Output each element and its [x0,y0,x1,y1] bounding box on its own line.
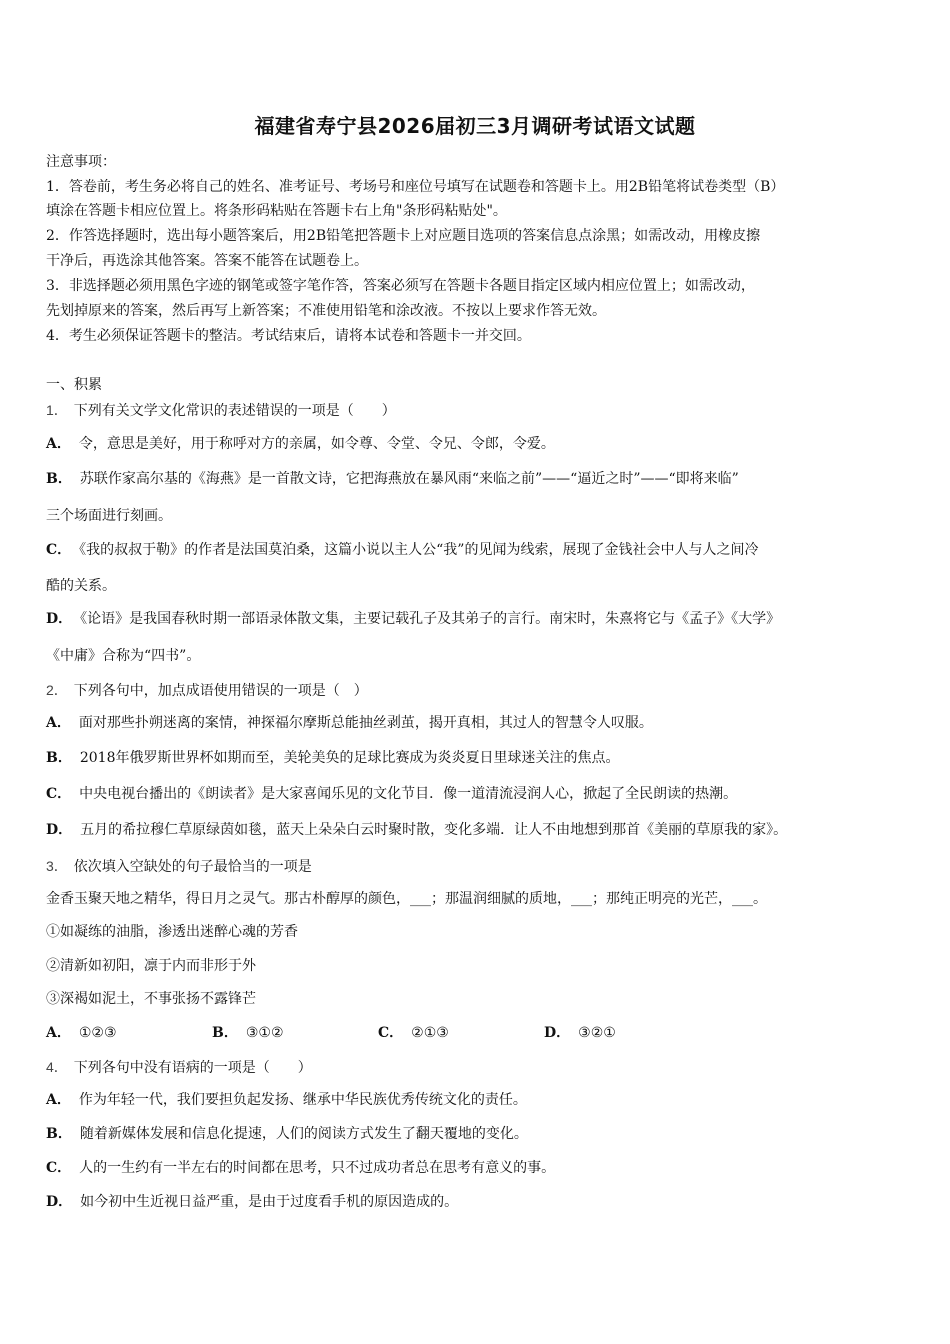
q1-option-c: C． 《我的叔叔于勒》的作者是法国莫泊桑，这篇小说以主人公“我”的见闻为线索，展现了金钱社会中人与人之间冷 [46,542,759,558]
q3-options [46,1023,710,1043]
notice-line: 1．答卷前，考生务必将自己的姓名、准考证号、考场号和座位号填写在试题卷和答题卡上。用2B铅笔将试卷类型（B） [46,179,785,195]
q1-option-b: B． 苏联作家高尔基的《海燕》是一首散文诗，它把海燕放在暴风雨“来临之前”——“逼近之时”——“即将来临” [46,471,739,487]
notice-heading: 注意事项： [46,154,116,170]
q1-option-c-cont: 酷的关系。 [46,578,116,594]
q4-option-b: B． 随着新媒体发展和信息化提速，人们的阅读方式发生了翻天覆地的变化。 [46,1126,528,1142]
q3-option-d: D． ③②① [544,1025,616,1041]
notice-line: 先划掉原来的答案，然后再写上新答案；不准使用铅笔和涂改液。不按以上要求作答无效。 [46,303,606,319]
question-2-stem: 2． 下列各句中，加点成语使用错误的一项是（ ） [46,682,368,699]
q2-option-c: C． 中央电视台播出的《朗读者》是大家喜闻乐见的文化节目．像一道清流浸润人心，掀起了全民朗读的热潮。 [46,786,738,802]
question-number: 4． [46,1059,68,1075]
q3-passage: 金香玉聚天地之精华，得日月之灵气。那古朴醇厚的颜色，___；那温润细腻的质地，___；那纯正明亮的光芒，___。 [46,891,767,907]
q3-option-b: B． ③①② [212,1025,284,1041]
q4-option-c: C． 人的一生约有一半左右的时间都在思考，只不过成功者总在思考有意义的事。 [46,1160,556,1176]
question-number: 3． [46,858,68,874]
q2-option-b: B． 2018年俄罗斯世界杯如期而至，美轮美奂的足球比赛成为炎炎夏日里球迷关注的焦点。 [46,750,620,766]
q3-option-c: C． ②①③ [378,1025,449,1041]
page-title: 福建省寿宁县2026届初三3月调研考试语文试题 [254,114,696,138]
section-heading: 一、积累 [46,377,102,393]
q2-option-a: A． 面对那些扑朔迷离的案情，神探福尔摩斯总能抽丝剥茧，揭开真相，其过人的智慧令人叹服。 [46,715,653,731]
q4-option-a: A． 作为年轻一代，我们要担负起发扬、继承中华民族优秀传统文化的责任。 [46,1092,527,1108]
question-4-stem: 4． 下列各句中没有语病的一项是（ ） [46,1059,312,1076]
notice-line: 干净后，再选涂其他答案。答案不能答在试题卷上。 [46,253,368,269]
question-1-stem: 1． 下列有关文学文化常识的表述错误的一项是（ ） [46,402,396,419]
question-3-stem: 3． 依次填入空缺处的句子最恰当的一项是 [46,858,312,875]
question-number: 2． [46,682,68,698]
q4-option-d: D． 如今初中生近视日益严重，是由于过度看手机的原因造成的。 [46,1194,459,1210]
notice-line: 4．考生必须保证答题卡的整洁。考试结束后，请将本试卷和答题卡一并交回。 [46,328,531,344]
q3-item-2: ②清新如初阳，凛于内而非形于外 [46,958,256,974]
q3-item-1: ①如凝练的油脂，渗透出迷醉心魂的芳香 [46,924,298,940]
q1-option-d-cont: 《中庸》合称为“四书”。 [46,648,201,664]
q1-option-d: D． 《论语》是我国春秋时期一部语录体散文集，主要记载孔子及其弟子的言行。南宋时，朱熹将它与《孟子》《大学》 [46,611,781,627]
q1-option-b-cont: 三个场面进行刻画。 [46,508,172,524]
question-number: 1． [46,402,68,418]
notice-line: 填涂在答题卡相应位置上。将条形码粘贴在答题卡右上角"条形码粘贴处"。 [46,203,507,219]
q3-item-3: ③深褐如泥土，不事张扬不露锋芒 [46,991,256,1007]
notice-line: 2．作答选择题时，选出每小题答案后，用2B铅笔把答题卡上对应题目选项的答案信息点涂黑；如需改动，用橡皮擦 [46,228,761,244]
q2-option-d: D． 五月的希拉穆仁草原绿茵如毯，蓝天上朵朵白云时聚时散，变化多端．让人不由地想到那首《美丽的草原我的家》。 [46,822,788,838]
q3-option-a: A． ①②③ [46,1025,117,1041]
notice-line: 3．非选择题必须用黑色字迹的钢笔或签字笔作答，答案必须写在答题卡各题目指定区域内相应位置上；如需改动， [46,278,755,294]
q1-option-a: A． 令，意思是美好，用于称呼对方的亲属，如令尊、令堂、令兄、令郎，令爱。 [46,436,555,452]
